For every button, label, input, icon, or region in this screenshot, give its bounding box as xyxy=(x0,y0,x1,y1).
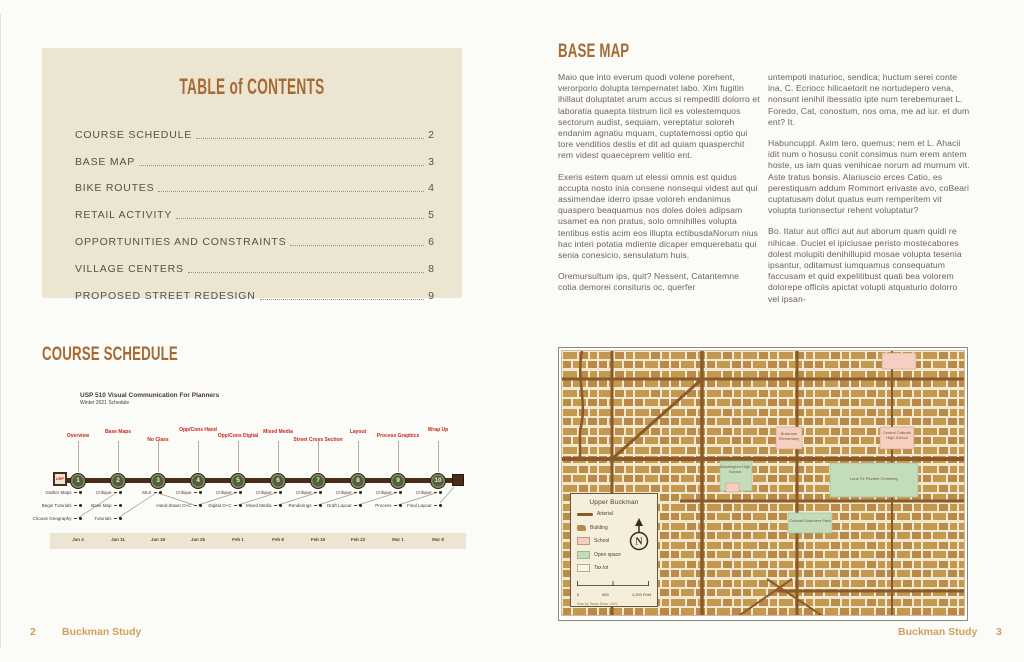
paragraph: Maio que into everum quodi volene porehent, verorporio dolupta tempernatet labo. Xim fugitin ihillaut doluptatet arum accus si rempediti dolorro et laboratia quaepta tiistrum licil es volestemquos sectorum audist, sequiam, vereptatur soloreh endanim agnatiu mquam, cuptatemossi optio qui tore venditios destis et dit ad quiam quasperchit rem videst quaeceprem velitio ent. xyxy=(558,72,760,161)
topic-stem-line xyxy=(118,441,119,472)
toc-entry-street-redesign[interactable]: PROPOSED STREET REDESIGN 9 xyxy=(75,289,434,302)
week-date: Mar 1 xyxy=(392,537,404,542)
week-node: 4 xyxy=(190,473,206,489)
course-schedule-diagram xyxy=(32,388,470,563)
task-dot xyxy=(439,504,443,508)
toc-title: TABLE of CONTENTS xyxy=(179,74,325,99)
dotted-leader xyxy=(188,272,424,273)
week-date: Mar 8 xyxy=(432,537,444,542)
building-swatch xyxy=(577,525,586,531)
week-topic: Layout xyxy=(349,429,367,435)
dotted-leader xyxy=(158,191,424,192)
map-label-central-catholic: Central Catholic High School xyxy=(882,430,912,440)
topic-stem-line xyxy=(358,441,359,472)
toc-entry-opportunities[interactable]: OPPORTUNITIES AND CONSTRAINTS 6 xyxy=(75,235,434,248)
legend-row-building: Building xyxy=(577,522,651,533)
toc-entry-base-map[interactable]: BASE MAP 3 xyxy=(75,155,434,168)
toc-entry-village-centers[interactable]: VILLAGE CENTERS 8 xyxy=(75,262,434,275)
legend-row-arterial: Arterial xyxy=(577,509,651,520)
week-node: 10 xyxy=(430,473,446,489)
timeline-start-marker: USP xyxy=(53,472,67,486)
tax-lot-swatch xyxy=(577,564,590,572)
north-arrow-icon xyxy=(628,518,650,552)
week-node: 8 xyxy=(350,473,366,489)
topic-stem-line xyxy=(78,441,79,472)
base-map-heading: BASE MAP xyxy=(558,41,630,62)
week-node: 3 xyxy=(150,473,166,489)
left-footer-title: Buckman Study xyxy=(62,626,142,638)
week-tasks: Critique Draft Layout xyxy=(300,486,362,512)
map-label-buckman-elementary: Buckman Elementary xyxy=(778,431,800,441)
topic-stem-line xyxy=(398,441,399,472)
topic-stem-line xyxy=(438,441,439,472)
week-tasks: Critique Final Layout xyxy=(380,486,442,512)
map-canvas xyxy=(561,350,965,616)
map-credit: Map by Tanya Dean, 2021 xyxy=(577,601,618,606)
topic-stem-line xyxy=(278,441,279,472)
paragraph: Habuncuppl. Axim tero, quemus; nem et L. Ahacii idit num o hosusu conit consimus num erem antem hoste, us iam quas venihicae norum ad murnum vit. Aste tratus bonsis. Alariuscio erces Catio, es perestiquam addum Rommort erivaste avo, coBeari cuptatusam dolut quatus eum remperitem vit volupta turionsectur rehent voluptatur? xyxy=(768,138,970,216)
dotted-leader xyxy=(260,299,425,300)
topic-stem-line xyxy=(238,441,239,472)
topic-stem-line xyxy=(318,441,319,472)
paragraph: Bo. Itatur aut offici aut aut aborum quam quidi re nihicae. Duciet el ipiciusae peristo mostecabores dolest molupiti denihillupid mosae volupta tesenia ipsantur, oditamust iumquamus consequatum faccusam et quid expelitibust quati bea volorem dolorepe officiis apictat volupti atquaturio dolorro vel ipsan- xyxy=(768,226,962,304)
dotted-leader xyxy=(176,218,424,219)
task-dash xyxy=(434,505,437,506)
course-title: USP 510 Visual Communication For Planners xyxy=(80,392,220,399)
school-area-washington xyxy=(726,483,739,492)
map-legend xyxy=(570,493,658,607)
week-tasks: Critique Process xyxy=(340,486,402,512)
topic-stem-line xyxy=(158,441,159,472)
legend-row-open-space: Open space xyxy=(577,549,651,560)
scan-edge-line xyxy=(0,14,1,648)
toc-entry-retail-activity[interactable]: RETAIL ACTIVITY 5 xyxy=(75,209,434,222)
dotted-leader xyxy=(139,165,424,166)
week-node: 2 xyxy=(110,473,126,489)
task-dot xyxy=(119,504,123,508)
body-column-2 xyxy=(768,72,970,340)
scale-bar xyxy=(577,581,649,587)
week-topic: Process Graphics xyxy=(376,433,420,439)
scale-labels: 0 600 1,200 Feet xyxy=(577,591,651,597)
week-date: Jan 4 xyxy=(72,537,84,542)
week-tasks: Critique Hand-drawn O+C xyxy=(140,486,202,512)
map-label-colonel-summers: Colonel Summers Park xyxy=(789,518,831,523)
map-label-lone-fir-cemetery: Lone Fir Pioneer Cemetery xyxy=(849,476,899,481)
toc-entry-bike-routes[interactable]: BIKE ROUTES 4 xyxy=(75,182,434,195)
week-date: Feb 22 xyxy=(350,537,366,542)
left-page-number: 2 xyxy=(30,626,36,638)
week-date: Jan 25 xyxy=(190,537,205,542)
week-topic: Wrap Up xyxy=(427,427,449,433)
week-node: 7 xyxy=(310,473,326,489)
course-subtitle: Winter 2021 Schedule xyxy=(80,400,130,406)
paragraph: Exeris estem quam ut elessi omnis est quidus accupta nosto inia consene nonsequi videst aut qui assimendae iderro ipsae voloreh endanimus quaspero beaquamus nos doles doles adipsam usamet ea non pratus, solo omnihilles volupta tentibus estis acim eos illupta ectibusdaNorum nius hac interi potatia mdiente dicaper emquerebatu qui senia conesicio, sensulatum huis. xyxy=(558,171,758,261)
dotted-leader xyxy=(290,245,424,246)
paragraph: Oremursultum ips, quit? Nessent, Catantemne cotia demorei consituris oc, querfer xyxy=(558,271,740,293)
week-tasks: Critique Digital O+C xyxy=(180,486,242,512)
week-10 xyxy=(403,388,473,563)
map-label-washington-hs: Washington High School xyxy=(719,464,751,474)
paragraph: untempoti inaturioc, sendica; huctum serei conte ina, C. Ecriocc hilicaetorit ne nortudepero vena, nonsunt ienihil ibessatio ipte num terebemuraet L. Foredo, Cat, conostum, nos oma, me ad iur. et dum ent? It. xyxy=(768,72,970,127)
right-footer-title: Buckman Study xyxy=(898,626,978,638)
week-topic: Opp/Cons Hand xyxy=(179,427,217,433)
week-node: 6 xyxy=(270,473,286,489)
week-date: Feb 8 xyxy=(272,537,284,542)
week-topic: Street Cross Section xyxy=(293,437,343,443)
week-tasks: Critique Renderings xyxy=(260,486,322,512)
arterial-swatch xyxy=(577,513,593,516)
base-map-figure xyxy=(558,347,968,621)
week-date: Jan 18 xyxy=(150,537,165,542)
task-dot xyxy=(119,517,123,521)
svg-text:N: N xyxy=(635,536,643,548)
week-topic: Overview xyxy=(66,433,90,439)
week-tasks: Gather Maps Begin Tutorials Choose Geography xyxy=(20,486,82,525)
school-area-north xyxy=(882,353,916,369)
week-topic: No Class xyxy=(147,437,169,443)
week-node: 1 xyxy=(70,473,86,489)
week-date: Feb 15 xyxy=(310,537,326,542)
task-dash xyxy=(114,505,117,506)
school-swatch xyxy=(577,537,590,545)
week-topic: Mixed Media xyxy=(263,429,293,435)
topic-stem-line xyxy=(198,441,199,472)
task-dash xyxy=(434,492,437,493)
right-page-number: 3 xyxy=(996,626,1002,638)
week-tasks: Critique Mixed Media xyxy=(220,486,282,512)
week-topic: Opp/Cons Digital xyxy=(217,433,259,439)
week-node: 5 xyxy=(230,473,246,489)
week-date: Feb 1 xyxy=(232,537,244,542)
legend-title: Upper Buckman xyxy=(589,499,639,506)
week-topic: Base Maps xyxy=(104,429,132,435)
legend-row-tax-lot: Tax lot xyxy=(577,563,651,574)
week-tasks: MLK xyxy=(100,486,162,499)
open-space-swatch xyxy=(577,551,590,559)
toc-panel xyxy=(42,48,462,302)
legend-row-school: School xyxy=(577,536,651,547)
course-schedule-heading: COURSE SCHEDULE xyxy=(42,344,178,365)
task-dash xyxy=(114,518,117,519)
dotted-leader xyxy=(196,138,424,139)
week-date: Jan 11 xyxy=(111,537,125,542)
week-tasks: Critique Base Map Tutorials xyxy=(60,486,122,525)
week-node: 9 xyxy=(390,473,406,489)
toc-entry-course-schedule[interactable]: COURSE SCHEDULE 2 xyxy=(75,128,434,141)
task-dot xyxy=(439,491,443,495)
toc-entries xyxy=(75,114,434,302)
body-column-1 xyxy=(558,72,760,340)
